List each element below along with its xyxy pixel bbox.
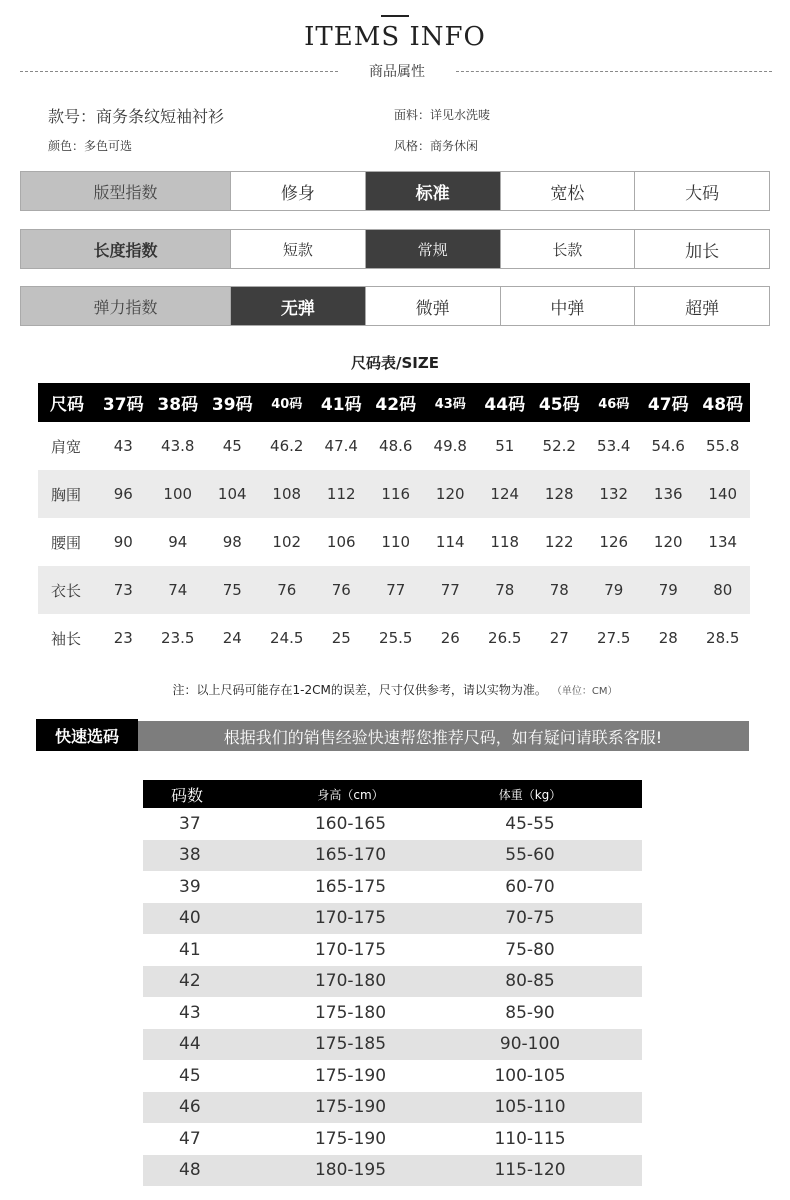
recommend-row (143, 1155, 642, 1187)
recommend-cell-size: 47 (179, 1128, 201, 1149)
size-header-cell: 43码 (423, 383, 478, 422)
recommend-cell-weight: 55-60 (418, 840, 642, 872)
attr-style: 风格：商务休闲 (394, 139, 479, 153)
recommend-header-height: 身高（cm） (283, 780, 418, 808)
size-header-cell: 39码 (205, 383, 260, 422)
size-table-row (38, 518, 750, 566)
size-header-cell: 48码 (696, 383, 751, 422)
recommend-cell-size: 45 (179, 1065, 201, 1086)
recommend-cell-height: 160-165 (314, 813, 387, 834)
recommend-cell-size: 37 (179, 813, 201, 834)
size-cell: 126 (599, 533, 629, 551)
size-cell: 114 (435, 533, 465, 551)
index-option-fit-0: 修身 (230, 172, 365, 210)
size-cell: 76 (260, 566, 315, 614)
size-cell: 27 (549, 629, 569, 647)
header-divider-left (20, 71, 338, 72)
size-cell: 53.4 (597, 437, 631, 455)
size-cell: 122 (544, 533, 574, 551)
attr-fabric: 面料：详见水洗唛 (394, 108, 491, 122)
size-header-cell: 37码 (96, 383, 151, 422)
size-table-row (38, 566, 750, 614)
index-option-length-0: 短款 (230, 230, 365, 268)
size-cell: 140 (696, 470, 751, 518)
size-table (38, 383, 750, 662)
recommend-cell-height: 180-195 (283, 1155, 418, 1187)
recommend-row (143, 997, 642, 1029)
recommend-row (143, 1092, 642, 1124)
size-cell: 120 (653, 533, 683, 551)
size-header-cell: 46码 (587, 383, 642, 422)
recommend-cell-height: 175-185 (283, 1029, 418, 1061)
size-cell: 73 (96, 566, 151, 614)
index-option-stretch-0-selected: 无弹 (230, 287, 365, 325)
size-header-cell: 42码 (369, 383, 424, 422)
recommend-row (143, 903, 642, 935)
size-cell: 78 (478, 566, 533, 614)
index-option-length-3: 加长 (634, 230, 769, 268)
size-cell: 79 (641, 566, 696, 614)
recommend-cell-weight: 100-105 (494, 1065, 566, 1086)
size-header-cell: 40码 (260, 383, 315, 422)
size-cell: 90 (113, 533, 133, 551)
index-row-fit (20, 171, 770, 211)
size-table-row (38, 614, 750, 662)
index-option-fit-2: 宽松 (500, 172, 635, 210)
recommend-header-weight: 体重（kg） (418, 780, 642, 808)
size-cell: 45 (222, 437, 242, 455)
recommend-cell-size: 46 (143, 1092, 283, 1124)
size-table-row (38, 422, 750, 470)
size-cell: 25.5 (379, 629, 413, 647)
size-cell: 106 (326, 533, 356, 551)
size-cell: 118 (490, 533, 520, 551)
recommend-cell-size: 38 (143, 840, 283, 872)
size-cell: 136 (641, 470, 696, 518)
recommend-cell-weight: 75-80 (505, 939, 555, 960)
recommend-cell-weight: 110-115 (494, 1128, 566, 1149)
size-cell: 74 (151, 566, 206, 614)
size-header-label: 尺码 (38, 383, 96, 422)
size-cell: 28 (658, 629, 678, 647)
size-cell: 24.5 (270, 629, 304, 647)
index-option-stretch-2: 中弹 (500, 287, 635, 325)
recommend-cell-height: 175-180 (314, 1002, 387, 1023)
size-cell: 77 (369, 566, 424, 614)
size-header-cell: 44码 (478, 383, 533, 422)
size-cell: 134 (708, 533, 738, 551)
index-row-length (20, 229, 770, 269)
recommend-cell-height: 165-170 (283, 840, 418, 872)
size-header-cell: 45码 (532, 383, 587, 422)
size-row-label: 胸围 (38, 470, 96, 518)
recommend-cell-height: 170-175 (314, 939, 387, 960)
recommend-cell-size: 48 (143, 1155, 283, 1187)
recommend-cell-weight: 90-100 (418, 1029, 642, 1061)
recommend-cell-size: 41 (179, 939, 201, 960)
size-cell: 49.8 (433, 437, 467, 455)
size-header-cell: 38码 (151, 383, 206, 422)
size-cell: 116 (369, 470, 424, 518)
index-label-stretch: 弹力指数 (21, 287, 230, 325)
index-label-fit: 版型指数 (21, 172, 230, 210)
size-cell: 75 (205, 566, 260, 614)
size-row-label: 衣长 (38, 566, 96, 614)
size-cell: 112 (314, 470, 369, 518)
size-note-text: 注：以上尺码可能存在1-2CM的误差，尺寸仅供参考，请以实物为准。 (172, 683, 547, 697)
size-cell: 28.5 (706, 629, 740, 647)
size-cell: 132 (587, 470, 642, 518)
size-cell: 26.5 (488, 629, 522, 647)
index-option-fit-1-selected: 标准 (365, 172, 500, 210)
recommend-cell-size: 43 (179, 1002, 201, 1023)
size-row-label: 袖长 (51, 629, 82, 648)
header-divider-right (456, 71, 772, 72)
recommend-row (143, 1123, 642, 1155)
size-cell: 23 (113, 629, 133, 647)
recommend-table (143, 780, 642, 1186)
recommend-row (143, 808, 642, 840)
recommend-cell-height: 175-190 (283, 1092, 418, 1124)
size-row-label: 肩宽 (51, 437, 82, 456)
size-cell: 94 (168, 533, 188, 551)
size-cell: 24 (222, 629, 242, 647)
recommend-cell-height: 170-180 (283, 966, 418, 998)
recommend-header-size: 码数 (143, 780, 283, 808)
size-cell: 48.6 (379, 437, 413, 455)
recommend-cell-weight: 80-85 (418, 966, 642, 998)
index-option-fit-3: 大码 (634, 172, 769, 210)
recommend-cell-height: 165-175 (314, 876, 387, 897)
size-table-header-row (38, 383, 750, 422)
size-note-unit: （单位：CM） (556, 686, 618, 697)
size-cell: 47.4 (324, 437, 358, 455)
size-cell: 110 (381, 533, 411, 551)
recommend-cell-weight: 85-90 (505, 1002, 555, 1023)
size-cell: 128 (532, 470, 587, 518)
recommend-cell-height: 175-190 (314, 1065, 387, 1086)
recommend-cell-weight: 70-75 (418, 903, 642, 935)
size-cell: 79 (587, 566, 642, 614)
recommend-cell-size: 40 (143, 903, 283, 935)
size-table-row (38, 470, 750, 518)
size-table-title: 尺码表/SIZE (351, 354, 439, 372)
size-header-cell: 47码 (641, 383, 696, 422)
size-cell: 120 (423, 470, 478, 518)
size-cell: 52.2 (542, 437, 576, 455)
size-cell: 54.6 (651, 437, 685, 455)
index-option-length-1-selected: 常规 (365, 230, 500, 268)
size-cell: 80 (696, 566, 751, 614)
page-title: ITEMS INFO (304, 22, 486, 52)
recommend-row (143, 1060, 642, 1092)
recommend-row (143, 871, 642, 903)
size-cell: 108 (260, 470, 315, 518)
size-cell: 55.8 (706, 437, 740, 455)
size-cell: 43 (113, 437, 133, 455)
size-cell: 124 (478, 470, 533, 518)
size-cell: 96 (96, 470, 151, 518)
quick-select-banner: 根据我们的销售经验快速帮您推荐尺码，如有疑问请联系客服! (137, 721, 749, 751)
recommend-cell-weight: 60-70 (505, 876, 555, 897)
index-option-stretch-1: 微弹 (365, 287, 500, 325)
quick-select-tag: 快速选码 (36, 719, 138, 751)
size-cell: 104 (205, 470, 260, 518)
size-cell: 46.2 (270, 437, 304, 455)
recommend-cell-weight: 45-55 (505, 813, 555, 834)
recommend-row (143, 934, 642, 966)
size-cell: 23.5 (161, 629, 195, 647)
recommend-cell-height: 175-190 (314, 1128, 387, 1149)
recommend-row (143, 840, 642, 872)
recommend-header-row (143, 780, 642, 808)
size-cell: 76 (314, 566, 369, 614)
header-bar-decoration (381, 15, 409, 17)
size-note (0, 681, 790, 698)
recommend-row (143, 966, 642, 998)
size-cell: 102 (272, 533, 302, 551)
index-row-stretch (20, 286, 770, 326)
size-cell: 26 (440, 629, 460, 647)
recommend-row (143, 1029, 642, 1061)
size-header-cell: 41码 (314, 383, 369, 422)
index-option-length-2: 长款 (500, 230, 635, 268)
page-subtitle: 商品属性 (369, 64, 425, 80)
attr-color: 颜色：多色可选 (48, 139, 133, 153)
recommend-cell-size: 42 (143, 966, 283, 998)
size-cell: 51 (495, 437, 515, 455)
size-row-label: 腰围 (51, 533, 82, 552)
size-cell: 100 (151, 470, 206, 518)
size-cell: 43.8 (161, 437, 195, 455)
size-cell: 25 (331, 629, 351, 647)
index-label-length: 长度指数 (21, 230, 230, 268)
recommend-cell-weight: 115-120 (418, 1155, 642, 1187)
recommend-cell-weight: 105-110 (418, 1092, 642, 1124)
size-cell: 98 (222, 533, 242, 551)
recommend-cell-size: 44 (143, 1029, 283, 1061)
attr-style-no: 款号：商务条纹短袖衬衫 (48, 107, 225, 126)
recommend-cell-size: 39 (179, 876, 201, 897)
size-cell: 27.5 (597, 629, 631, 647)
size-cell: 77 (423, 566, 478, 614)
recommend-cell-height: 170-175 (283, 903, 418, 935)
size-cell: 78 (532, 566, 587, 614)
index-option-stretch-3: 超弹 (634, 287, 769, 325)
